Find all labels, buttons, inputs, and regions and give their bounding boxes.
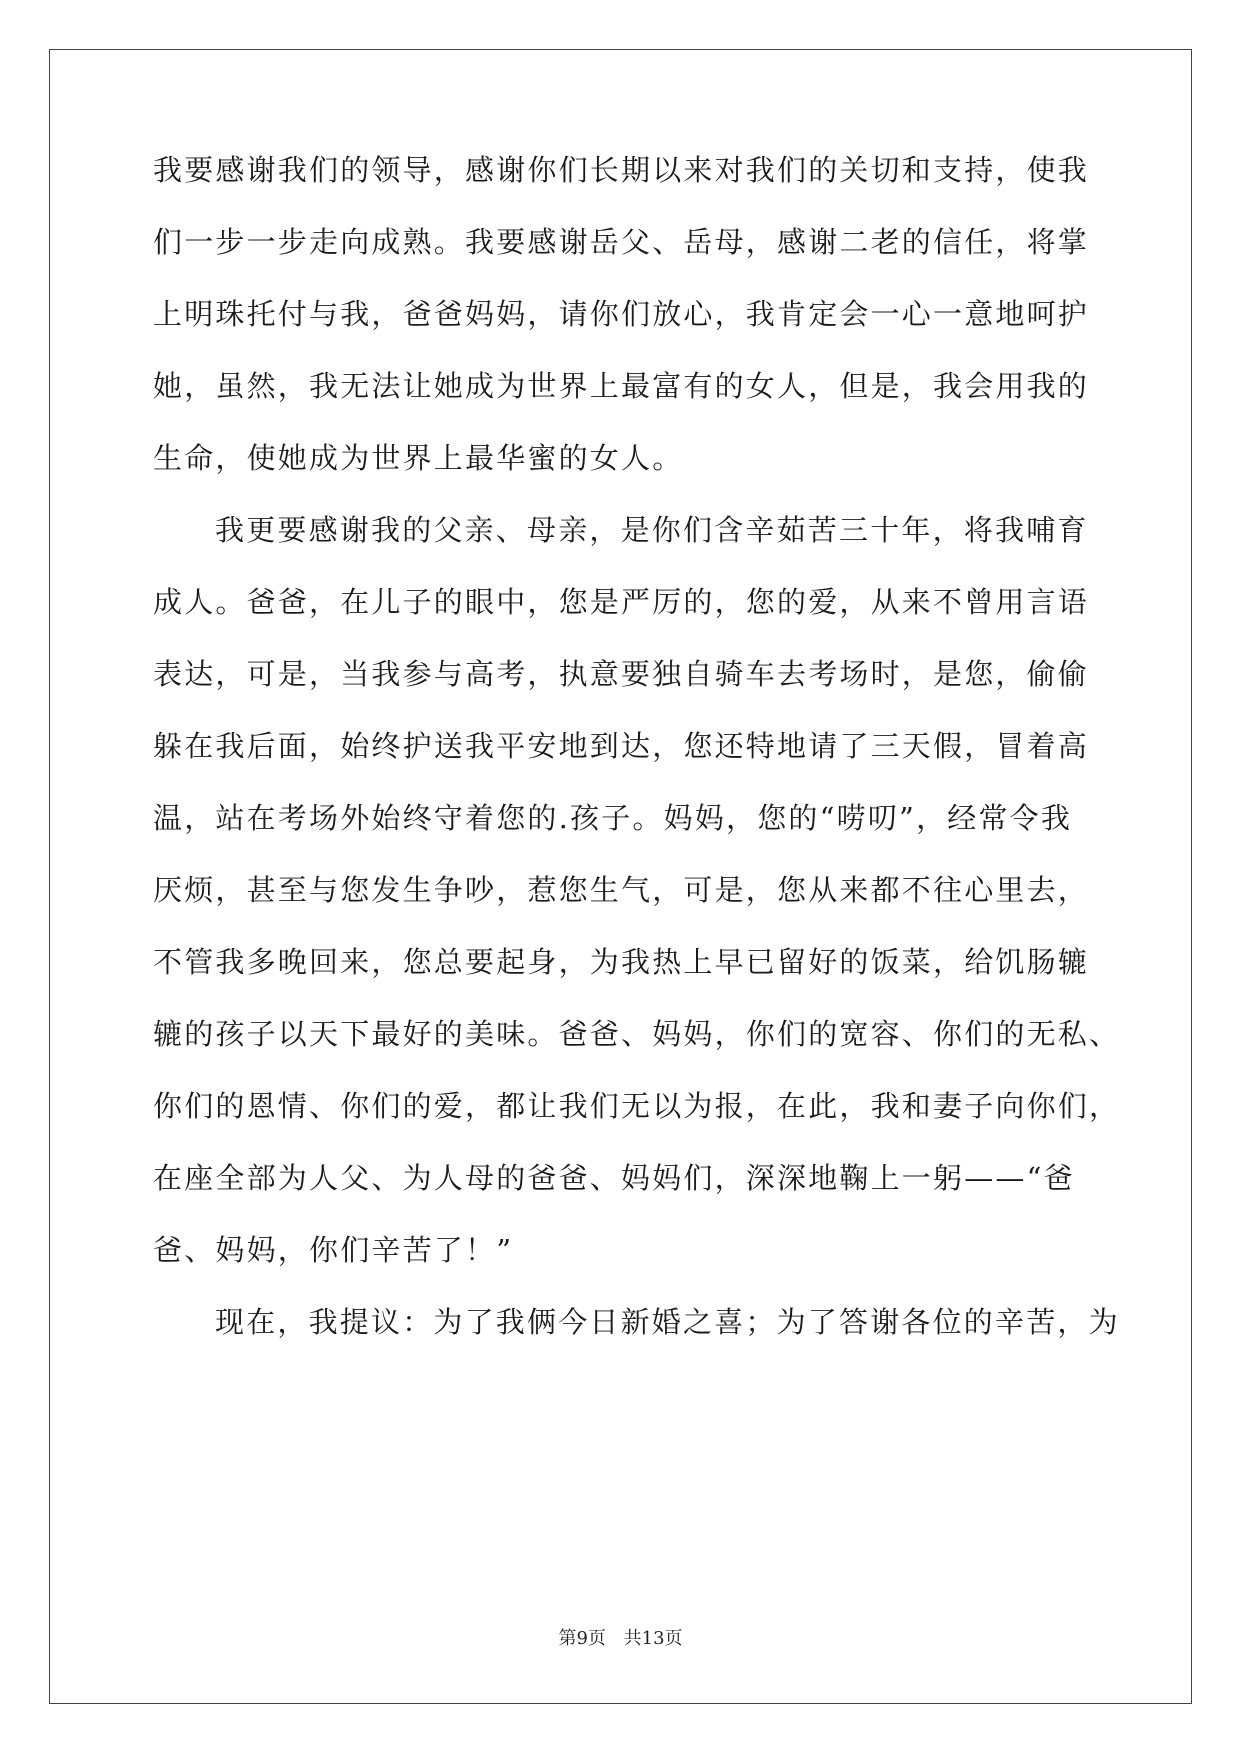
paragraph-line: 们一步一步走向成熟。我要感谢岳父、岳母，感谢二老的信任，将掌: [153, 225, 1090, 259]
paragraph-line: 厌烦，甚至与您发生争吵，惹您生气，可是，您从来都不往心里去，: [153, 873, 1090, 907]
paragraph-line: 我更要感谢我的父亲、母亲，是你们含辛茹苦三十年，将我哺育: [215, 513, 1089, 547]
page-number-current: 第9页: [558, 1628, 606, 1649]
paragraph-line: 辘的孩子以天下最好的美味。爸爸、妈妈，你们的宽容、你们的无私、: [153, 1017, 1121, 1051]
paragraph-line: 温，站在考场外始终守着您的.孩子。妈妈，您的“唠叨”，经常令我: [153, 801, 1073, 835]
paragraph-line: 你们的恩情、你们的爱，都让我们无以为报，在此，我和妻子向你们，: [153, 1089, 1121, 1123]
paragraph-line: 她，虽然，我无法让她成为世界上最富有的女人，但是，我会用我的: [153, 369, 1090, 403]
paragraph-line: 不管我多晚回来，您总要起身，为我热上早已留好的饭菜，给饥肠辘: [153, 945, 1090, 979]
paragraph-line: 现在，我提议：为了我俩今日新婚之喜；为了答谢各位的辛苦，为: [215, 1305, 1120, 1339]
page-footer: [0, 1624, 1241, 1650]
paragraph-line: 我要感谢我们的领导，感谢你们长期以来对我们的关切和支持，使我: [153, 153, 1090, 187]
paragraph-line: 生命，使她成为世界上最华蜜的女人。: [153, 441, 684, 475]
paragraph-line: 爸、妈妈，你们辛苦了！”: [153, 1233, 514, 1267]
paragraph-line: 表达，可是，当我参与高考，执意要独自骑车去考场时，是您，偷偷: [153, 657, 1090, 691]
paragraph-line: 上明珠托付与我，爸爸妈妈，请你们放心，我肯定会一心一意地呵护: [153, 297, 1090, 331]
paragraph-line: 成人。爸爸，在儿子的眼中，您是严厉的，您的爱，从来不曾用言语: [153, 585, 1090, 619]
paragraph-line: 在座全部为人父、为人母的爸爸、妈妈们，深深地鞠上一躬——“爸: [153, 1161, 1075, 1195]
page-number-total: 共13页: [623, 1628, 683, 1649]
paragraph-line: 躲在我后面，始终护送我平安地到达，您还特地请了三天假，冒着高: [153, 729, 1090, 763]
